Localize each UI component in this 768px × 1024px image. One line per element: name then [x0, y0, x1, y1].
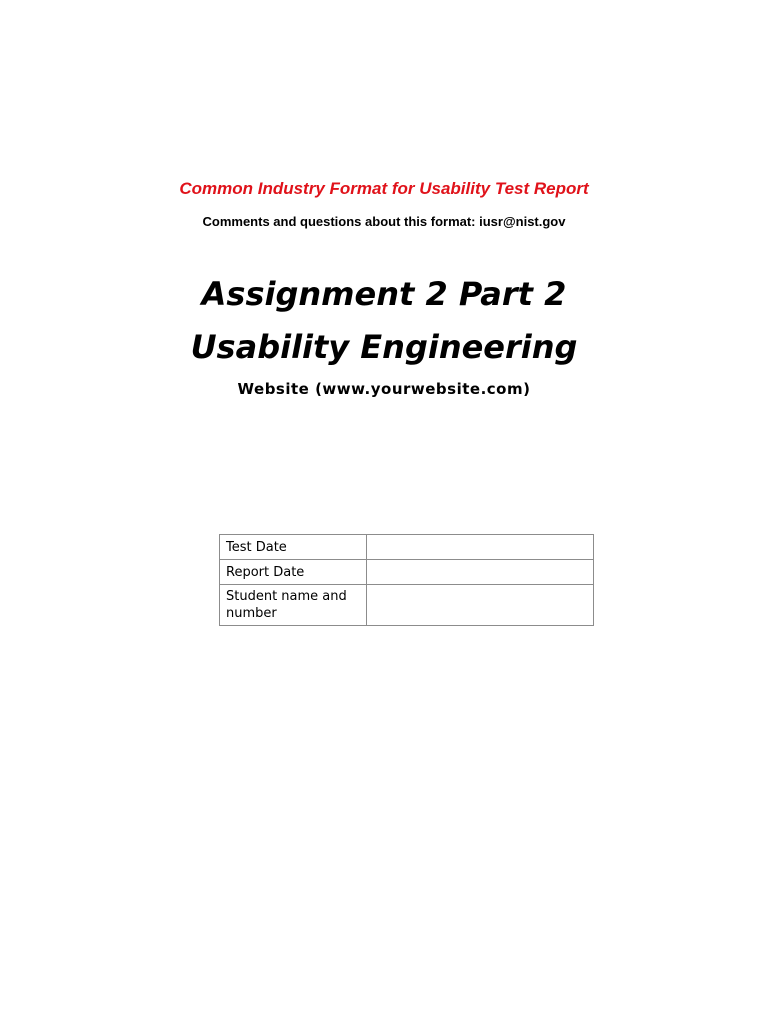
- student-value: [367, 585, 594, 626]
- test-date-label: Test Date: [220, 535, 367, 560]
- table-row-test-date: [220, 535, 594, 560]
- report-date-value: [367, 560, 594, 585]
- format-title: Common Industry Format for Usability Test Report: [179, 179, 589, 198]
- website-subtitle: Website (www.yourwebsite.com): [237, 380, 531, 398]
- comments-note: Comments and questions about this format: iusr@nist.gov: [202, 214, 566, 229]
- info-table: [219, 534, 594, 626]
- student-label: Student name and number: [220, 585, 367, 626]
- table-row-student: [220, 585, 594, 626]
- table-row-report-date: [220, 560, 594, 585]
- report-date-label: Report Date: [220, 560, 367, 585]
- course-title: Usability Engineering: [190, 328, 578, 366]
- assignment-title: Assignment 2 Part 2: [201, 275, 567, 313]
- test-date-value: [367, 535, 594, 560]
